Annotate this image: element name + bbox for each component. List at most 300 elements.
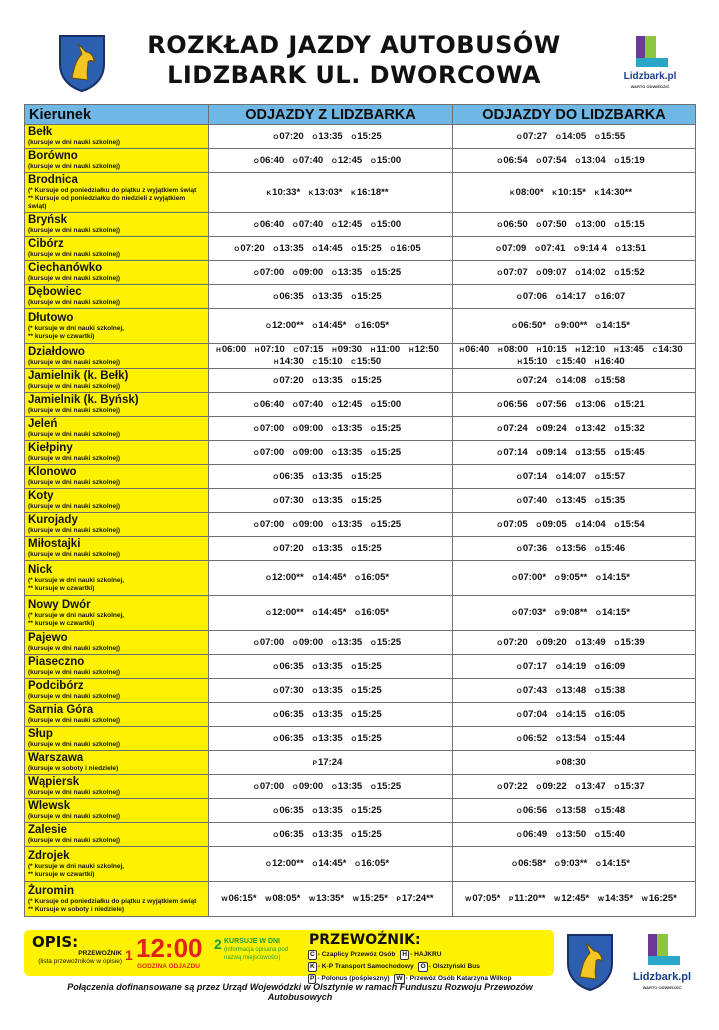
departure-time: 13:35 (318, 708, 343, 720)
departure-time: 9:14 4 (580, 242, 607, 254)
destination-name: Działdowo (28, 345, 85, 358)
departure-time: 06:40 (259, 154, 285, 166)
destination-name: Bełk (28, 126, 53, 138)
departures-to-cell (453, 751, 696, 775)
carrier-code: O (575, 521, 581, 529)
departure-entry (273, 243, 303, 254)
departure-time: 15:55 (600, 130, 626, 142)
carrier-code: O (594, 735, 600, 743)
departure-time: 13:35 (318, 732, 343, 744)
departure-time: 07:17 (522, 660, 548, 672)
departure-time: 14:45* (318, 572, 347, 583)
departure-time: 16:05* (361, 320, 390, 331)
departure-time: 15:25 (357, 494, 382, 506)
departures-to-cell (453, 631, 696, 655)
departure-time: 15:25 (357, 242, 382, 254)
departures-from-cell (209, 882, 453, 917)
carrier-code: O (253, 521, 259, 529)
departure-time: 13:35 (337, 636, 363, 648)
destination-note: (* Kursuje od poniedziałku do piątku z wyjątkiem świąt (28, 187, 197, 194)
carrier-code: O (273, 807, 279, 815)
destination-cell (25, 149, 209, 173)
destination-name: Kurojady (28, 514, 78, 526)
departure-entry (351, 661, 381, 672)
departure-entry (575, 219, 605, 230)
departures-from-cell (209, 799, 453, 823)
table-row (25, 237, 696, 261)
carrier-code: O (555, 545, 561, 553)
destination-cell (25, 285, 209, 309)
departure-entry (254, 219, 284, 230)
departure-time: 07:24 (503, 422, 528, 434)
carrier-code: O (370, 425, 376, 433)
carrier-code: O (614, 783, 620, 791)
departure-entry (556, 709, 586, 720)
carrier-code: O (534, 245, 541, 253)
carrier-code: W (221, 896, 228, 903)
carrier-code: O (575, 269, 581, 277)
departure-time: 13:35 (318, 684, 343, 696)
departure-time: 06:35 (279, 828, 304, 840)
carrier-code: O (497, 269, 503, 277)
departure-entry (371, 423, 401, 434)
departure-entry (536, 519, 566, 530)
departure-time: 13:35 (318, 828, 343, 840)
departures-to-cell (453, 882, 696, 917)
departure-time: 14:04 (581, 518, 606, 530)
destination-cell (25, 847, 209, 882)
departure-entry (332, 423, 362, 434)
departure-entry (575, 447, 605, 458)
departure-time: 15:10 (523, 356, 548, 367)
carrier-code: O (331, 783, 337, 791)
carrier-code: O (555, 473, 561, 481)
carrier-code: O (253, 401, 259, 409)
destination-cell (25, 369, 209, 393)
departure-time: 14:19 (561, 660, 587, 672)
destination-cell (25, 631, 209, 655)
carrier-code: O (292, 221, 298, 229)
departure-entry (614, 423, 644, 434)
departure-entry (536, 447, 566, 458)
carrier-code: O (312, 861, 318, 868)
destination-note: (kursuje w dni nauki szkolnej) (28, 479, 121, 486)
legend-carrier-explainer (34, 950, 122, 966)
departure-time: 07:40 (298, 154, 324, 166)
departure-time: 06:35 (279, 290, 304, 302)
departure-entry (596, 858, 630, 869)
carrier-code: O (273, 377, 279, 385)
destination-cell (25, 393, 209, 417)
departure-time: 11:20** (514, 893, 546, 904)
departure-time: 14:05 (561, 130, 587, 142)
departure-time: 08:30 (561, 756, 586, 768)
departure-entry (595, 661, 625, 672)
departure-time: 15:21 (620, 398, 645, 410)
departures-from-cell (209, 465, 453, 489)
departure-entry (512, 607, 546, 618)
departure-entry (596, 607, 630, 618)
departures-from-cell (209, 309, 453, 344)
departure-time: 13:35 (318, 494, 343, 506)
carrier-code: O (273, 663, 279, 671)
carrier-code: O (273, 473, 279, 481)
departure-time: 13:35 (318, 130, 343, 142)
departure-time: 16:25* (648, 893, 677, 904)
table-row (25, 655, 696, 679)
departure-entry (496, 243, 526, 254)
carrier-code: O (265, 861, 271, 868)
departures-to-cell (453, 261, 696, 285)
carrier-code: O (355, 610, 361, 617)
carrier-code: W (597, 896, 605, 903)
carrier-code: O (312, 133, 318, 141)
departure-entry (273, 375, 303, 386)
departure-entry (312, 356, 342, 367)
departure-time: 07:43 (522, 684, 548, 696)
departure-entry (556, 543, 586, 554)
departure-entry (498, 344, 528, 355)
legend-carrier-name: - Polonus (pośpieszny) (317, 975, 390, 982)
destination-note: ** Kursuje od poniedziałku do niedzieli z wyjątkiem świąt) (28, 195, 186, 210)
carrier-code: O (253, 639, 259, 647)
carrier-code: O (594, 497, 600, 505)
departure-time: 16:07 (600, 290, 626, 302)
carrier-code: O (273, 831, 279, 839)
departure-time: 07:56 (542, 398, 567, 410)
carrier-code: O (575, 639, 581, 647)
carrier-code: O (351, 711, 357, 719)
departure-entry (273, 661, 303, 672)
table-row (25, 213, 696, 237)
carrier-code: O (370, 221, 376, 229)
carrier-code: O (594, 831, 600, 839)
carrier-code: O (575, 401, 581, 409)
destination-note: ** kursuje w czwartki) (28, 584, 95, 592)
destination-name: Dębowiec (28, 286, 82, 298)
carrier-code: O (554, 861, 560, 868)
carrier-code: O (253, 425, 259, 433)
departure-entry (266, 320, 304, 331)
carrier-code: O (555, 831, 561, 839)
departures-from-cell (209, 441, 453, 465)
departure-entry (536, 219, 566, 230)
table-row (25, 417, 696, 441)
departure-time: 07:20 (279, 374, 304, 386)
destination-note: (kursuje w dni nauki szkolnej) (28, 813, 121, 820)
departure-entry (293, 344, 323, 355)
departure-time: 07:20 (503, 636, 528, 648)
timetable-body (25, 125, 696, 917)
carrier-code: O (594, 545, 600, 553)
departure-time: 07:03* (518, 607, 547, 618)
departure-time: 15:44 (600, 732, 626, 744)
departure-entry (332, 399, 362, 410)
departure-time: 15:00 (376, 218, 402, 230)
departure-time: 09:00 (298, 780, 324, 792)
departures-to-cell (453, 489, 696, 513)
destination-cell (25, 213, 209, 237)
carrier-code: O (370, 521, 376, 529)
departures-to-cell (453, 369, 696, 393)
departure-time: 15:25 (376, 518, 402, 530)
departure-entry (575, 637, 605, 648)
legend-days-note: (informacja opisana pod nazwą miejscowości) (224, 947, 289, 961)
departure-time: 15:00 (376, 398, 402, 410)
carrier-code: O (351, 663, 357, 671)
departure-entry (255, 344, 285, 355)
carrier-code: O (594, 377, 600, 385)
carrier-code: H (594, 359, 600, 366)
departure-entry (535, 243, 565, 254)
carrier-code: O (273, 735, 279, 743)
carrier-code: O (351, 807, 357, 815)
departure-entry (517, 291, 547, 302)
departures-to-cell (453, 417, 696, 441)
destination-cell (25, 679, 209, 703)
carrier-code: H (536, 347, 542, 354)
departure-time: 06:35 (279, 708, 304, 720)
departure-entry (273, 131, 303, 142)
carrier-code: O (370, 157, 376, 165)
carrier-code: O (234, 245, 240, 253)
departure-time: 13:42 (581, 422, 606, 434)
departure-entry (312, 471, 342, 482)
legend-carrier-item (308, 975, 390, 982)
destination-note: (kursuje w dni nauki szkolnej) (28, 527, 121, 534)
departure-entry (351, 685, 381, 696)
departures-from-cell (209, 751, 453, 775)
table-row (25, 703, 696, 727)
departure-entry (517, 375, 547, 386)
departures-from-cell (209, 173, 453, 213)
departure-time: 15:15 (620, 218, 645, 230)
carrier-code: O (253, 157, 259, 165)
departure-time: 09:00 (298, 446, 324, 458)
departure-time: 12:10 (581, 344, 606, 355)
carrier-code: O (516, 473, 522, 481)
departure-time: 15:25 (357, 708, 382, 720)
departure-time: 06:35 (279, 660, 304, 672)
legend-carrier-code: P (310, 975, 315, 982)
legend-carrier-name: - Czaplicy Przewóz Osób (317, 951, 396, 958)
destination-name: Zdrojek (28, 849, 70, 862)
departure-entry (371, 519, 401, 530)
carrier-code: K (509, 189, 515, 197)
departures-from-cell (209, 344, 453, 369)
departure-entry (497, 519, 527, 530)
departure-entry (616, 243, 646, 254)
departure-entry (497, 219, 527, 230)
carrier-code: O (555, 687, 561, 695)
departure-time: 07:14 (522, 470, 548, 482)
destination-note: (kursuje w dni nauki szkolnej) (28, 669, 121, 676)
carrier-code: O (614, 157, 620, 165)
carrier-code: O (497, 449, 503, 457)
table-row (25, 261, 696, 285)
departure-time: 12:45* (561, 893, 590, 904)
departure-entry (517, 356, 547, 367)
departure-entry (371, 447, 401, 458)
carrier-code: O (536, 425, 542, 433)
table-row (25, 309, 696, 344)
carrier-code: O (575, 783, 581, 791)
departure-time: 14:45* (318, 607, 347, 618)
departure-entry (273, 471, 303, 482)
departure-entry (312, 572, 346, 583)
carrier-code: O (292, 783, 298, 791)
departure-entry (653, 344, 683, 355)
carrier-code: O (265, 575, 271, 582)
departure-time: 14:35* (605, 893, 634, 904)
departures-to-cell (453, 513, 696, 537)
legend-carrier-name: - Olsztyński Bus (428, 963, 480, 970)
departure-entry (332, 447, 362, 458)
departure-time: 13:35 (279, 242, 304, 254)
carrier-code: O (292, 269, 298, 277)
destination-note: (kursuje w dni nauki szkolnej) (28, 741, 121, 748)
title-line-2: LIDZBARK UL. DWORCOWA (167, 61, 541, 89)
legend-carrier-code: O (420, 963, 426, 970)
departure-entry (409, 344, 439, 355)
departure-entry (273, 495, 303, 506)
destination-name: Jeleń (28, 418, 58, 430)
carrier-code: H (273, 359, 279, 366)
departure-entry (575, 781, 605, 792)
departures-from-cell (209, 213, 453, 237)
carrier-code: O (497, 639, 503, 647)
carrier-code: O (614, 639, 620, 647)
destination-name: Miłostajki (28, 538, 81, 550)
departure-time: 06:15* (228, 893, 257, 904)
logo-tagline: WARTO ODWIEDZIĆ (630, 84, 670, 89)
departure-time: 15:46 (600, 542, 626, 554)
departure-entry (254, 399, 284, 410)
departures-to-cell (453, 465, 696, 489)
departure-time: 06:58* (518, 858, 547, 869)
carrier-code: O (516, 133, 522, 141)
carrier-code: O (497, 157, 503, 165)
departure-entry (293, 519, 323, 530)
departure-time: 06:54 (503, 154, 528, 166)
carrier-code: O (555, 711, 561, 719)
carrier-code: O (555, 497, 561, 505)
carrier-code: O (351, 245, 357, 253)
departure-time: 06:50* (518, 320, 547, 331)
carrier-code: P (508, 896, 514, 903)
carrier-code: O (512, 610, 518, 617)
departure-time: 13:35 (318, 660, 343, 672)
departure-time: 9:00** (560, 320, 588, 331)
carrier-code: O (536, 639, 542, 647)
departure-time: 16:05* (361, 858, 390, 869)
departure-time: 09:14 (542, 446, 567, 458)
departure-time: 13:35 (318, 290, 343, 302)
destination-name: Nowy Dwór (28, 598, 91, 611)
carrier-code: O (331, 639, 337, 647)
departure-entry (293, 267, 323, 278)
departures-to-cell (453, 799, 696, 823)
departure-entry (465, 893, 500, 904)
destination-note: (kursuje w dni nauki szkolnej) (28, 693, 121, 700)
departure-entry (575, 399, 605, 410)
departure-time: 14:45 (318, 242, 343, 254)
carrier-code: O (312, 293, 318, 301)
departure-time: 07:06 (522, 290, 548, 302)
carrier-code: O (575, 221, 581, 229)
departure-time: 13:56 (561, 542, 587, 554)
departure-time: 13:58 (561, 804, 587, 816)
departure-entry (497, 781, 527, 792)
departure-time: 14:30 (658, 344, 683, 355)
departure-entry (614, 155, 644, 166)
legend-carrier-item (308, 963, 414, 970)
departure-entry (332, 519, 362, 530)
departures-from-cell (209, 417, 453, 441)
destination-name: Ciechanówko (28, 262, 103, 274)
table-row (25, 285, 696, 309)
departure-time: 13:48 (561, 684, 587, 696)
departures-to-cell (453, 213, 696, 237)
destination-note: (kursuje w dni nauki szkolnej) (28, 551, 121, 558)
departure-entry (517, 709, 547, 720)
legend-time-label: GODZINA ODJAZDU (137, 963, 200, 970)
departure-entry (371, 637, 401, 648)
carrier-code: C (555, 359, 561, 366)
carrier-code: O (497, 221, 503, 229)
carrier-code: C (652, 347, 658, 354)
carrier-code: O (312, 831, 318, 839)
carrier-code: O (497, 783, 503, 791)
legend-carrier-note: (lista przewoźników w opisie) (38, 958, 122, 965)
departure-entry (293, 423, 323, 434)
carrier-code: H (370, 347, 376, 354)
departure-entry (351, 131, 381, 142)
departures-from-cell (209, 369, 453, 393)
departure-entry (254, 781, 284, 792)
departure-entry (293, 447, 323, 458)
carrier-code: O (614, 425, 620, 433)
departure-time: 15:58 (600, 374, 626, 386)
departure-entry (312, 709, 342, 720)
carrier-code: P (312, 759, 318, 767)
departure-time: 15:25 (357, 804, 382, 816)
departure-entry (312, 375, 342, 386)
departure-time: 07:36 (522, 542, 548, 554)
destination-name: Pajewo (28, 632, 68, 644)
table-row (25, 369, 696, 393)
departure-time: 12:00** (271, 607, 304, 618)
carrier-code: H (459, 347, 465, 354)
carrier-code: O (312, 687, 318, 695)
departure-time: 08:05* (272, 893, 301, 904)
carrier-code: H (332, 347, 337, 354)
departure-time: 07:00 (259, 422, 285, 434)
destination-name: Nick (28, 563, 53, 576)
carrier-code: K (351, 189, 356, 197)
carrier-code: H (408, 347, 414, 354)
carrier-code: O (292, 157, 298, 165)
departure-entry (254, 519, 284, 530)
departure-time: 15:54 (620, 518, 645, 530)
departure-time: 12:50 (414, 344, 439, 355)
departure-entry (351, 829, 381, 840)
carrier-code: O (614, 449, 620, 457)
legend-carrier-item (308, 951, 395, 958)
logo-text: Lidzbark.pl (632, 971, 692, 983)
departure-entry (293, 637, 323, 648)
departure-time: 15:39 (620, 636, 645, 648)
